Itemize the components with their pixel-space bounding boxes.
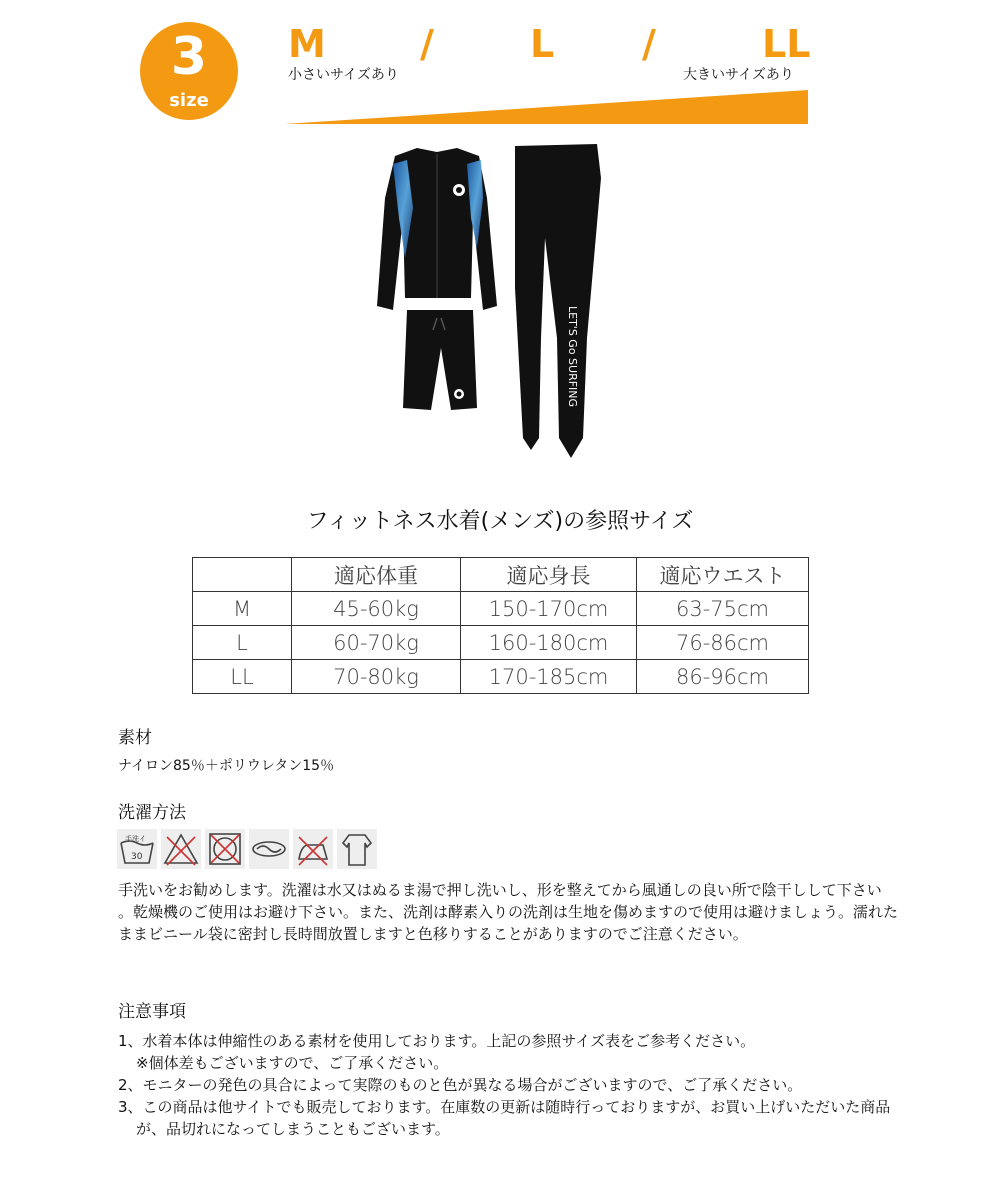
note-item: 1、水着本体は伸縮性のある素材を使用しております。上記の参照サイズ表をご参考ください。 bbox=[118, 1032, 756, 1050]
table-cell: 160-180cm bbox=[461, 626, 637, 660]
size-separator: / bbox=[642, 22, 656, 66]
leggings-print-text: LET'S Go SURFING bbox=[566, 306, 579, 408]
table-cell: 45-60kg bbox=[292, 592, 461, 626]
note-sub-item: ※個体差もございますので、ご了承ください。 bbox=[136, 1054, 449, 1072]
table-cell: 150-170cm bbox=[461, 592, 637, 626]
size-separator: / bbox=[420, 22, 434, 66]
table-cell: 63-75cm bbox=[637, 592, 809, 626]
note-item: 3、この商品は他サイトでも販売しております。在庫数の更新は随時行っておりますが、お買い上げいただいた商品が、品切れになってしまうこともございます。 bbox=[118, 1098, 891, 1138]
size-table-title: フィットネス水着(メンズ)の参照サイズ bbox=[306, 509, 694, 534]
size-m-label: M bbox=[288, 22, 326, 66]
size-range-wedge bbox=[284, 88, 810, 126]
size-badge-word: size bbox=[169, 90, 209, 111]
table-cell: 170-185cm bbox=[461, 660, 637, 694]
table-row bbox=[193, 660, 809, 694]
table-cell: 70-80kg bbox=[292, 660, 461, 694]
material-title: 素材 bbox=[118, 728, 152, 748]
table-cell: 76-86cm bbox=[637, 626, 809, 660]
note-item: 2、モニターの発色の具合によって実際のものと色が異なる場合がございますので、ご了承ください。 bbox=[118, 1076, 803, 1094]
table-cell: 86-96cm bbox=[637, 660, 809, 694]
no-tumble-dry-icon bbox=[205, 829, 245, 869]
table-header-cell bbox=[193, 558, 292, 592]
size-ll-label: LL bbox=[762, 22, 811, 66]
table-header-cell: 適応ウエスト bbox=[637, 558, 809, 592]
swim-shorts bbox=[403, 310, 477, 410]
table-cell: M bbox=[193, 592, 292, 626]
large-size-note: 大きいサイズあり bbox=[683, 67, 794, 83]
material-text: ナイロン85％＋ポリウレタン15％ bbox=[118, 758, 335, 774]
rash-guard-jacket bbox=[377, 148, 497, 310]
line-dry-icon bbox=[337, 829, 377, 869]
table-header-row bbox=[193, 558, 809, 592]
no-iron-icon bbox=[293, 829, 333, 869]
table-cell: 60-70kg bbox=[292, 626, 461, 660]
washing-text: 手洗いをお勧めします。洗濯は水又はぬるま湯で押し洗いし、形を整えてから風通しの良い所で陰干しして下さい 。乾燥機のご使用はお避け下さい。また、洗剤は酵素入りの洗剤は生地を傷めますので使用は避けましょう。濡れたままビニール袋に密封し長時間放置しますと色移りすることがありますのでご注意ください。 bbox=[118, 881, 899, 943]
wash-temp-label: 30 bbox=[131, 852, 143, 862]
size-badge-number: 3 bbox=[170, 27, 208, 87]
size-l-label: L bbox=[530, 22, 555, 66]
washing-title: 洗濯方法 bbox=[118, 803, 186, 823]
table-row bbox=[193, 626, 809, 660]
table-cell: L bbox=[193, 626, 292, 660]
notes-list bbox=[118, 1030, 908, 1140]
swimwear-product-image bbox=[355, 138, 615, 488]
table-header-cell: 適応体重 bbox=[292, 558, 461, 592]
notes-title: 注意事項 bbox=[118, 1002, 186, 1022]
no-bleach-icon bbox=[161, 829, 201, 869]
small-size-note: 小さいサイズあり bbox=[288, 67, 399, 83]
table-header-cell: 適応身長 bbox=[461, 558, 637, 592]
wring-gently-icon bbox=[249, 829, 289, 869]
hand-wash-label: 手洗イ bbox=[125, 835, 146, 843]
size-table bbox=[192, 557, 809, 694]
hand-wash-30-icon bbox=[117, 829, 157, 869]
swim-leggings bbox=[515, 144, 601, 458]
table-cell: LL bbox=[193, 660, 292, 694]
table-row bbox=[193, 592, 809, 626]
care-icons-row bbox=[117, 829, 373, 869]
